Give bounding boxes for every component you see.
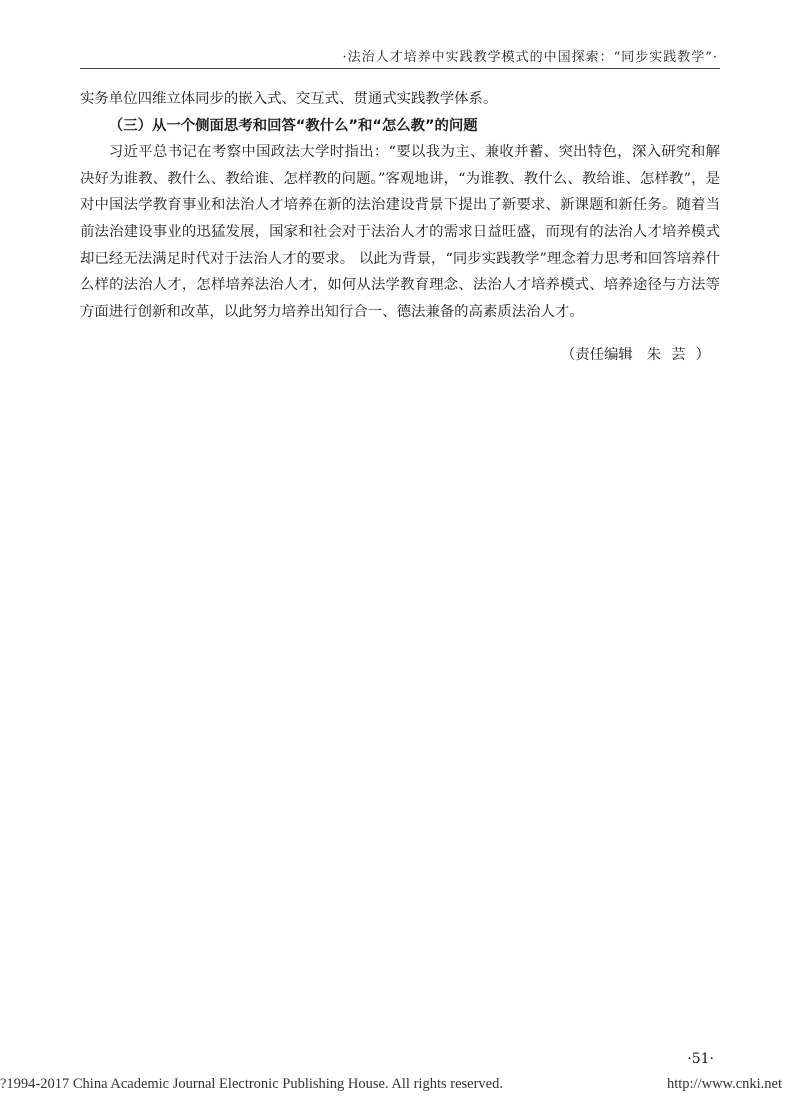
footer-url-link[interactable]: http://www.cnki.net (666, 1076, 782, 1092)
continuation-paragraph: 实务单位四维立体同步的嵌入式、交互式、贯通式实践教学体系。 (80, 91, 498, 107)
editor-note-label: 责任编辑 (575, 347, 633, 363)
editor-note-close-paren: ） (695, 347, 710, 363)
section-heading: （三）从一个侧面思考和回答“教什么”和“怎么教”的问题 (108, 117, 478, 134)
page-number: ·51· (687, 1051, 714, 1067)
running-head-title: ·法治人才培养中实践教学模式的中国探索：“同步实践教学”· (342, 50, 718, 65)
footer-copyright: ?1994-2017 China Academic Journal Electronic Publishing House. All rights reserved. (0, 1076, 503, 1092)
editor-name: 朱芸 (646, 347, 696, 363)
header-rule (80, 68, 720, 69)
article-body (80, 86, 720, 325)
editor-note-open-paren: （ (560, 347, 576, 363)
editor-note (561, 343, 710, 364)
body-paragraph: 习近平总书记在考察中国政法大学时指出：“要以我为主、兼收并蓄、突出特色，深入研究和解决好为谁教、教什么、教给谁、怎样教的问题。”客观地讲，“为谁教、教什么、教给谁、怎样教”，是对中国法学教育事业和法治人才培养在新的法治建设背景下提出了新要求、新课题和新任务。随着当前法治建设事业的迅猛发展，国家和社会对于法治人才的需求日益旺盛，而现有的法治人才培养模式却已经无法满足时代对于法治人才的要求。 以此为背景，“同步实践教学”理念着力思考和回答培养什么样的法治人才，怎样培养法治人才，如何从法学教育理念、法治人才培养模式、培养途径与方法等方面进行创新和改革，以此努力培养出知行合一、德法兼备的高素质法治人才。 (80, 144, 720, 320)
